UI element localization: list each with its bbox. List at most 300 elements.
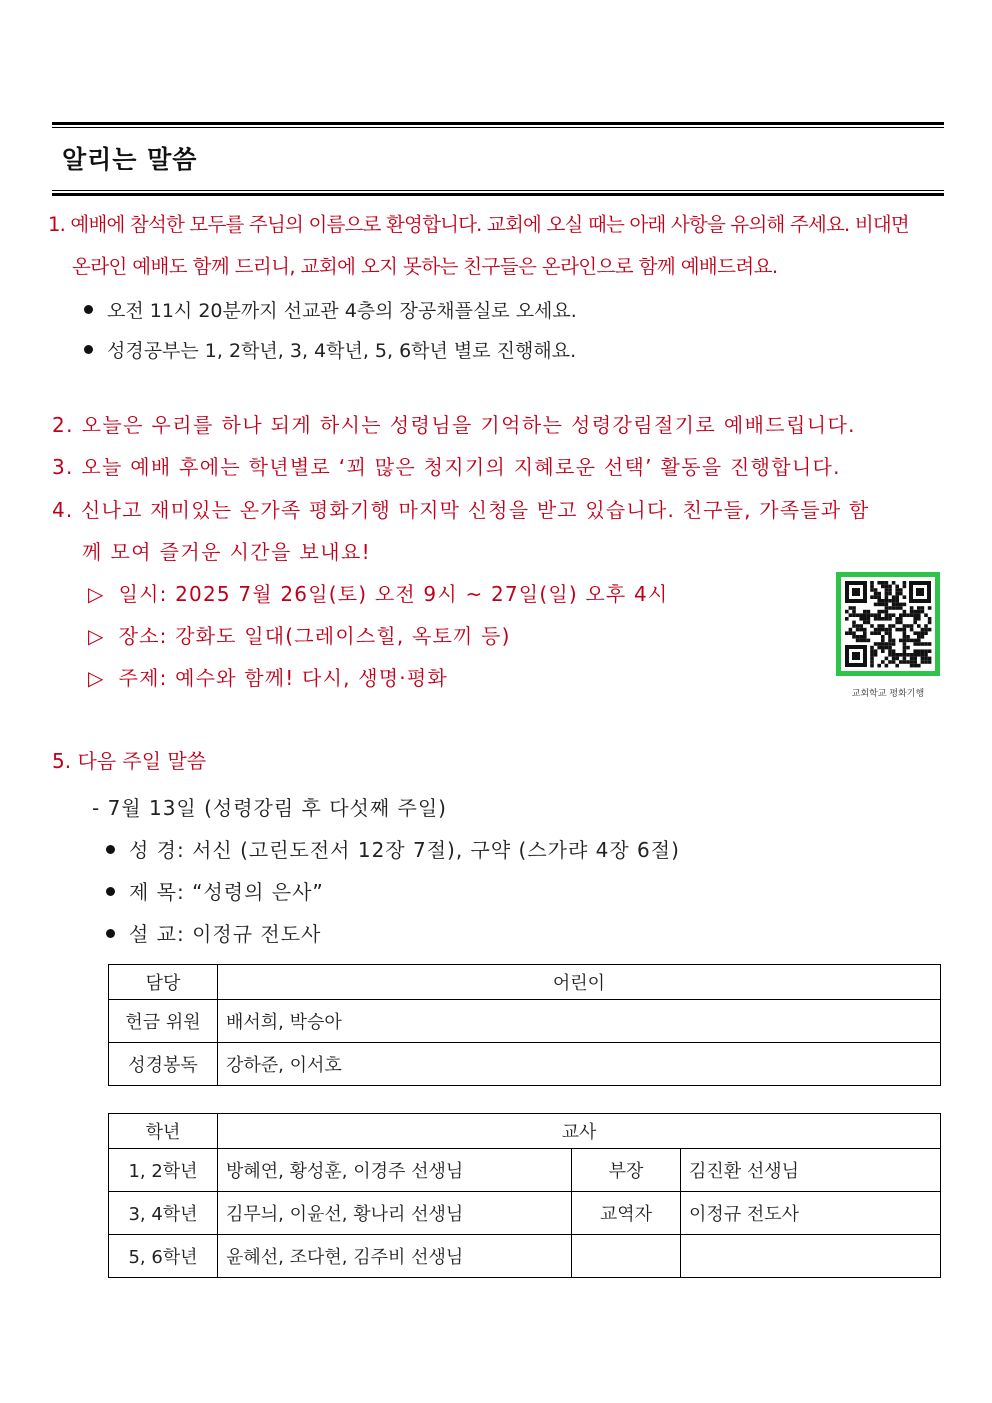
qr-module <box>892 660 896 664</box>
qr-module <box>870 631 874 635</box>
qr-module <box>881 628 885 632</box>
qr-module <box>881 585 885 589</box>
table-row <box>109 1000 941 1043</box>
qr-module <box>921 628 925 632</box>
qr-module <box>863 617 867 621</box>
qr-module <box>924 631 928 635</box>
qr-module <box>867 613 871 617</box>
qr-module <box>913 610 917 614</box>
qr-module <box>895 621 899 625</box>
qr-module <box>913 664 917 668</box>
qr-module <box>906 653 910 657</box>
notice-1-bullet-1 <box>84 296 577 323</box>
qr-module <box>885 657 889 661</box>
role-person-cell: 이정규 전도사 <box>681 1192 941 1235</box>
qr-module <box>892 624 896 628</box>
top-rule-thick <box>52 122 944 125</box>
qr-module <box>859 613 863 617</box>
qr-module <box>928 617 932 621</box>
qr-module <box>903 595 907 599</box>
qr-module <box>928 649 932 653</box>
table-row <box>109 1235 941 1278</box>
qr-module <box>899 613 903 617</box>
qr-module <box>928 621 932 625</box>
teachers-cell: 방혜연, 황성훈, 이경주 선생님 <box>218 1149 572 1192</box>
qr-module <box>888 592 892 596</box>
theme-text: 주제: 예수와 함께! 다시, 생명·평화 <box>118 666 448 690</box>
qr-module <box>859 628 863 632</box>
qr-module <box>852 635 856 639</box>
qr-module <box>863 639 867 643</box>
qr-module <box>852 624 856 628</box>
qr-module <box>910 639 914 643</box>
table-row <box>109 1192 941 1235</box>
qr-module <box>863 613 867 617</box>
qr-module <box>874 653 878 657</box>
notice-2: 2. 오늘은 우리를 하나 되게 하시는 성령님을 기억하는 성령강림절기로 예배드립니다. <box>52 413 856 437</box>
qr-module <box>870 653 874 657</box>
qr-module <box>892 581 896 585</box>
triangle-icon: ▷ <box>88 666 105 690</box>
qr-module <box>892 613 896 617</box>
qr-module <box>885 628 889 632</box>
qr-module <box>921 660 925 664</box>
qr-module <box>913 617 917 621</box>
qr-module <box>888 613 892 617</box>
qr-module <box>910 606 914 610</box>
qr-module <box>881 642 885 646</box>
role-cell: 부장 <box>572 1149 681 1192</box>
qr-module <box>921 610 925 614</box>
qr-module <box>917 642 921 646</box>
qr-module <box>895 603 899 607</box>
qr-module <box>910 660 914 664</box>
qr-module <box>921 631 925 635</box>
teachers-cell: 윤혜선, 조다현, 김주비 선생님 <box>218 1235 572 1278</box>
qr-code-icon[interactable] <box>836 572 940 676</box>
qr-module <box>917 610 921 614</box>
qr-module <box>928 628 932 632</box>
qr-module <box>881 581 885 585</box>
qr-module <box>906 635 910 639</box>
qr-module <box>921 606 925 610</box>
triangle-icon: ▷ <box>88 582 105 606</box>
qr-module <box>852 613 856 617</box>
teacher-table <box>108 1113 941 1278</box>
qr-module <box>885 642 889 646</box>
qr-module <box>870 624 874 628</box>
qr-module <box>881 646 885 650</box>
qr-module <box>856 639 860 643</box>
qr-module <box>903 660 907 664</box>
qr-module <box>849 606 853 610</box>
qr-module <box>913 621 917 625</box>
qr-module <box>877 617 881 621</box>
qr-module <box>917 639 921 643</box>
header-cell: 담당 <box>109 965 218 1000</box>
qr-module <box>906 624 910 628</box>
qr-module <box>859 635 863 639</box>
role-person-cell: 김진환 선생님 <box>681 1149 941 1192</box>
qr-module <box>910 624 914 628</box>
header-cell: 어린이 <box>218 965 941 1000</box>
qr-module <box>888 617 892 621</box>
qr-module <box>913 649 917 653</box>
sermon-title-text: 제 목: “성령의 은사” <box>129 880 324 904</box>
notice-1-line1: 1. 예배에 참석한 모두를 주님의 이름으로 환영합니다. 교회에 오실 때는 아래 사항을 유의해 주세요. 비대면 <box>48 213 909 236</box>
bullet-dot-icon <box>84 305 93 314</box>
page-title: 알리는 말씀 <box>62 145 198 174</box>
qr-module <box>877 599 881 603</box>
date-text: 일시: 2025 7월 26일(토) 오전 9시 ~ 27일(일) 오후 4시 <box>118 582 669 606</box>
qr-module <box>917 649 921 653</box>
qr-module <box>881 599 885 603</box>
qr-module <box>885 585 889 589</box>
qr-module <box>899 606 903 610</box>
qr-module <box>895 606 899 610</box>
notice-3: 3. 오늘 예배 후에는 학년별로 ‘꾀 많은 청지기의 지혜로운 선택’ 활동을 진행합니다. <box>52 455 841 479</box>
qr-module <box>892 657 896 661</box>
qr-module <box>924 628 928 632</box>
qr-module <box>895 664 899 668</box>
qr-module <box>924 653 928 657</box>
qr-module <box>892 599 896 603</box>
qr-module <box>903 639 907 643</box>
qr-module <box>874 617 878 621</box>
qr-module <box>895 585 899 589</box>
header-cell: 학년 <box>109 1114 218 1149</box>
qr-module <box>903 646 907 650</box>
qr-module <box>885 613 889 617</box>
qr-module <box>874 649 878 653</box>
qr-module <box>895 628 899 632</box>
qr-module <box>885 617 889 621</box>
qr-module <box>899 628 903 632</box>
qr-module <box>885 603 889 607</box>
qr-module <box>895 599 899 603</box>
qr-module <box>852 606 856 610</box>
qr-module <box>870 649 874 653</box>
qr-module <box>885 646 889 650</box>
qr-module <box>888 631 892 635</box>
qr-module <box>888 628 892 632</box>
table-row <box>109 1043 941 1086</box>
next-sunday-date: - 7월 13일 (성령강림 후 다섯째 주일) <box>92 796 447 820</box>
qr-module <box>852 610 856 614</box>
qr-module <box>874 628 878 632</box>
qr-module <box>892 653 896 657</box>
qr-module <box>913 631 917 635</box>
qr-module <box>863 635 867 639</box>
qr-module <box>870 585 874 589</box>
names-cell: 강하준, 이서호 <box>218 1043 941 1086</box>
qr-module <box>870 595 874 599</box>
qr-module <box>863 621 867 625</box>
grade-cell: 5, 6학년 <box>109 1235 218 1278</box>
qr-module <box>899 653 903 657</box>
qr-module <box>895 617 899 621</box>
qr-module <box>881 610 885 614</box>
qr-module <box>903 642 907 646</box>
qr-module <box>895 592 899 596</box>
qr-module <box>874 613 878 617</box>
qr-module <box>881 617 885 621</box>
qr-module <box>913 642 917 646</box>
qr-module <box>892 642 896 646</box>
qr-module <box>877 581 881 585</box>
qr-module <box>913 613 917 617</box>
qr-module <box>895 657 899 661</box>
qr-module <box>856 613 860 617</box>
qr-module <box>849 613 853 617</box>
qr-module <box>885 599 889 603</box>
qr-module <box>877 592 881 596</box>
qr-module <box>874 642 878 646</box>
qr-module <box>845 610 849 614</box>
qr-module <box>859 617 863 621</box>
qr-module <box>870 657 874 661</box>
role-cell: 헌금 위원 <box>109 1000 218 1043</box>
triangle-icon: ▷ <box>88 624 105 648</box>
qr-module <box>899 588 903 592</box>
qr-module <box>888 635 892 639</box>
role-cell: 성경봉독 <box>109 1043 218 1086</box>
qr-module <box>921 653 925 657</box>
qr-module <box>856 628 860 632</box>
qr-module <box>906 613 910 617</box>
qr-module <box>874 631 878 635</box>
qr-module <box>921 657 925 661</box>
qr-module <box>888 606 892 610</box>
qr-module <box>903 585 907 589</box>
qr-module <box>903 649 907 653</box>
notice-5: 5. 다음 주일 말씀 <box>52 749 207 773</box>
qr-module <box>885 610 889 614</box>
qr-module <box>917 624 921 628</box>
qr-module <box>917 613 921 617</box>
qr-module <box>874 592 878 596</box>
qr-module <box>921 642 925 646</box>
qr-module <box>906 660 910 664</box>
role-cell <box>572 1235 681 1278</box>
qr-module <box>845 631 849 635</box>
qr-module <box>910 613 914 617</box>
qr-module <box>924 642 928 646</box>
qr-module <box>856 635 860 639</box>
qr-module <box>859 639 863 643</box>
qr-module <box>924 624 928 628</box>
qr-module <box>877 646 881 650</box>
qr-module <box>899 617 903 621</box>
qr-module <box>888 653 892 657</box>
qr-module <box>917 606 921 610</box>
notice-1-line2: 온라인 예배도 함께 드리니, 교회에 오지 못하는 친구들은 온라인으로 함께 예배드려요. <box>72 255 778 278</box>
qr-module <box>924 613 928 617</box>
scripture-text: 성 경: 서신 (고린도전서 12장 7절), 구약 (스가랴 4장 6절) <box>129 838 680 862</box>
qr-module <box>921 649 925 653</box>
qr-module <box>928 606 932 610</box>
qr-module <box>881 660 885 664</box>
qr-module <box>903 653 907 657</box>
qr-module <box>888 639 892 643</box>
notice-4-theme <box>88 657 448 699</box>
qr-module <box>885 664 889 668</box>
preacher-text: 설 교: 이정규 전도사 <box>129 922 322 946</box>
grade-cell: 3, 4학년 <box>109 1192 218 1235</box>
qr-module <box>903 657 907 661</box>
qr-module <box>881 635 885 639</box>
bullet-dot-icon <box>106 845 115 854</box>
qr-module <box>888 660 892 664</box>
notice-4-place <box>88 615 511 657</box>
qr-module <box>885 588 889 592</box>
qr-module <box>888 585 892 589</box>
qr-module <box>910 628 914 632</box>
qr-module <box>870 613 874 617</box>
qr-module <box>881 639 885 643</box>
qr-module <box>903 603 907 607</box>
role-person-cell <box>681 1235 941 1278</box>
notice-4-line2: 께 모여 즐거운 시간을 보내요! <box>82 540 372 564</box>
qr-module <box>928 660 932 664</box>
qr-module <box>917 653 921 657</box>
qr-module <box>899 639 903 643</box>
qr-module <box>910 653 914 657</box>
qr-module <box>895 653 899 657</box>
qr-module <box>877 603 881 607</box>
qr-module <box>906 646 910 650</box>
qr-module <box>899 660 903 664</box>
qr-module <box>921 635 925 639</box>
qr-module <box>877 613 881 617</box>
qr-module <box>917 635 921 639</box>
qr-module <box>881 603 885 607</box>
qr-module <box>917 664 921 668</box>
table-header-row <box>109 965 941 1000</box>
qr-module <box>881 649 885 653</box>
qr-module <box>874 595 878 599</box>
qr-module <box>863 631 867 635</box>
qr-module <box>892 603 896 607</box>
qr-module <box>877 624 881 628</box>
next-sunday-title <box>106 876 324 905</box>
qr-module <box>870 588 874 592</box>
notice-1-bullet-2 <box>84 336 576 363</box>
bullet-dot-icon <box>106 929 115 938</box>
qr-module <box>885 581 889 585</box>
qr-module <box>917 617 921 621</box>
qr-module <box>859 624 863 628</box>
qr-module <box>888 599 892 603</box>
qr-module <box>903 581 907 585</box>
qr-module <box>863 628 867 632</box>
names-cell: 배서희, 박승아 <box>218 1000 941 1043</box>
qr-module <box>903 628 907 632</box>
qr-module <box>888 624 892 628</box>
qr-module <box>899 621 903 625</box>
notice-4-line1: 4. 신나고 재미있는 온가족 평화기행 마지막 신청을 받고 있습니다. 친구들, 가족들과 함 <box>52 498 870 522</box>
qr-module <box>874 588 878 592</box>
next-sunday-preacher <box>106 918 321 947</box>
qr-module <box>928 642 932 646</box>
qr-module <box>924 649 928 653</box>
qr-module <box>874 603 878 607</box>
qr-module <box>903 610 907 614</box>
bullet-dot-icon <box>106 887 115 896</box>
table-header-row <box>109 1114 941 1149</box>
qr-module <box>870 646 874 650</box>
bullet-dot-icon <box>84 345 93 354</box>
qr-module <box>888 642 892 646</box>
qr-module <box>899 603 903 607</box>
qr-module <box>877 628 881 632</box>
top-rule-thin <box>52 127 944 128</box>
qr-module <box>910 657 914 661</box>
qr-module <box>870 664 874 668</box>
qr-module <box>899 592 903 596</box>
next-sunday-scripture <box>106 834 680 863</box>
bottom-rule-thin <box>52 190 944 191</box>
qr-module <box>852 631 856 635</box>
qr-module <box>877 631 881 635</box>
qr-module <box>888 649 892 653</box>
qr-module <box>877 642 881 646</box>
bullet-text: 성경공부는 1, 2학년, 3, 4학년, 5, 6학년 별로 진행해요. <box>107 340 577 362</box>
qr-module <box>845 617 849 621</box>
qr-module <box>928 657 932 661</box>
qr-module <box>885 592 889 596</box>
bottom-rule-thick <box>52 193 944 196</box>
qr-module <box>888 588 892 592</box>
qr-module <box>849 628 853 632</box>
qr-module <box>863 610 867 614</box>
qr-module <box>885 595 889 599</box>
qr-module <box>892 595 896 599</box>
qr-module <box>913 653 917 657</box>
role-cell: 교역자 <box>572 1192 681 1235</box>
qr-module <box>856 624 860 628</box>
qr-caption: 교회학교 평화기행 <box>851 689 925 699</box>
qr-module <box>867 639 871 643</box>
qr-module <box>892 639 896 643</box>
notice-4-date <box>88 573 668 615</box>
header-cell: 교사 <box>218 1114 941 1149</box>
qr-module <box>913 660 917 664</box>
qr-module <box>913 657 917 661</box>
qr-module <box>906 639 910 643</box>
qr-module <box>924 660 928 664</box>
qr-module <box>849 631 853 635</box>
qr-module <box>910 664 914 668</box>
qr-module <box>895 595 899 599</box>
qr-module <box>852 621 856 625</box>
qr-module <box>888 646 892 650</box>
qr-module <box>895 588 899 592</box>
qr-module <box>877 664 881 668</box>
teachers-cell: 김무늬, 이윤선, 황나리 선생님 <box>218 1192 572 1235</box>
qr-module <box>867 621 871 625</box>
qr-module <box>867 610 871 614</box>
qr-module <box>924 657 928 661</box>
duty-table <box>108 964 941 1086</box>
qr-module <box>877 610 881 614</box>
qr-module <box>917 631 921 635</box>
qr-module <box>881 624 885 628</box>
qr-module <box>903 613 907 617</box>
qr-module <box>885 606 889 610</box>
bullet-text: 오전 11시 20분까지 선교관 4층의 장공채플실로 오세요. <box>107 300 577 322</box>
place-text: 장소: 강화도 일대(그레이스힐, 옥토끼 등) <box>118 624 511 648</box>
